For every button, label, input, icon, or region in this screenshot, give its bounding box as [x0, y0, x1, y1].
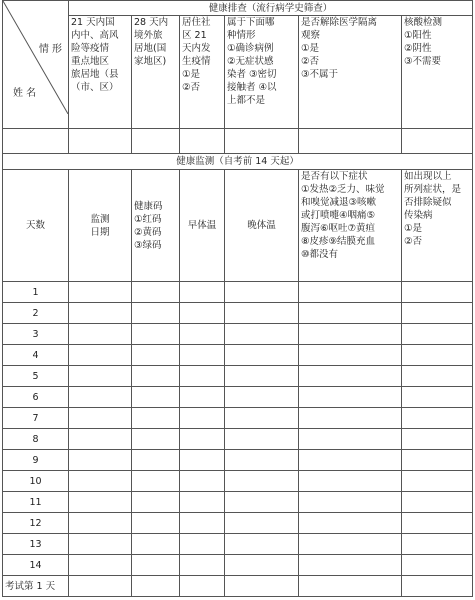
exam-day-label: 考试第 1 天 [3, 576, 69, 597]
col-exclude-infection: 如出现以上 所列症状，是 否排除疑似 传染病 ①是 ②否 [402, 170, 473, 282]
cell-health-code[interactable] [132, 408, 180, 429]
cell-evening-temp[interactable] [225, 471, 299, 492]
cell-health-code[interactable] [132, 324, 180, 345]
table-row [3, 471, 473, 492]
cell-symptoms[interactable] [299, 303, 402, 324]
entry-community-outbreak[interactable] [180, 129, 225, 154]
name-situation-header [3, 1, 69, 129]
entry-overseas-travel[interactable] [132, 129, 180, 154]
cell-health-code[interactable] [132, 555, 180, 576]
cell-health-code[interactable] [132, 534, 180, 555]
table-row [3, 450, 473, 471]
cell-exclude[interactable] [402, 387, 473, 408]
col-day: 天数 [3, 170, 69, 282]
cell-evening-temp[interactable] [225, 366, 299, 387]
cell-health-code[interactable] [132, 282, 180, 303]
cell-evening-temp[interactable] [225, 492, 299, 513]
col-overseas-travel: 28 天内 境外旅 居地(国 家地区) [132, 16, 180, 129]
cell-symptoms[interactable] [299, 408, 402, 429]
cell-evening-temp[interactable] [225, 450, 299, 471]
cell-symptoms[interactable] [299, 387, 402, 408]
table-row [3, 324, 473, 345]
cell-health-code[interactable] [132, 387, 180, 408]
table-row [3, 282, 473, 303]
entry-domestic-risk-area[interactable] [69, 129, 132, 154]
cell-morning-temp[interactable] [180, 534, 225, 555]
col-nucleic-test: 核酸检测 ①阳性 ②阴性 ③不需要 [402, 16, 473, 129]
cell-symptoms[interactable] [299, 345, 402, 366]
table-row-exam-day [3, 576, 473, 597]
cell-exclude[interactable] [402, 450, 473, 471]
day-number: 2 [3, 303, 69, 324]
cell-exclude[interactable] [402, 345, 473, 366]
diagonal-line [3, 1, 68, 128]
cell-morning-temp[interactable] [180, 429, 225, 450]
cell-date[interactable] [69, 429, 132, 450]
cell-morning-temp[interactable] [180, 450, 225, 471]
entry-case-category[interactable] [225, 129, 299, 154]
day-number: 12 [3, 513, 69, 534]
cell-symptoms[interactable] [299, 492, 402, 513]
col-evening-temp: 晚体温 [225, 170, 299, 282]
col-morning-temp: 早体温 [180, 170, 225, 282]
day-number: 13 [3, 534, 69, 555]
cell-date[interactable] [69, 576, 132, 597]
cell-health-code[interactable] [132, 576, 180, 597]
entry-isolation-release[interactable] [299, 129, 402, 154]
cell-evening-temp[interactable] [225, 303, 299, 324]
table-row [3, 408, 473, 429]
col-monitor-date: 监测 日期 [69, 170, 132, 282]
cell-health-code[interactable] [132, 513, 180, 534]
cell-morning-temp[interactable] [180, 513, 225, 534]
cell-date[interactable] [69, 534, 132, 555]
cell-exclude[interactable] [402, 492, 473, 513]
cell-evening-temp[interactable] [225, 387, 299, 408]
cell-symptoms[interactable] [299, 282, 402, 303]
cell-evening-temp[interactable] [225, 282, 299, 303]
day-number: 14 [3, 555, 69, 576]
cell-exclude[interactable] [402, 513, 473, 534]
cell-date[interactable] [69, 513, 132, 534]
cell-date[interactable] [69, 387, 132, 408]
cell-evening-temp[interactable] [225, 408, 299, 429]
cell-date[interactable] [69, 450, 132, 471]
cell-exclude[interactable] [402, 555, 473, 576]
cell-health-code[interactable] [132, 492, 180, 513]
health-form-table [2, 0, 473, 597]
cell-health-code[interactable] [132, 450, 180, 471]
day-number: 10 [3, 471, 69, 492]
cell-symptoms[interactable] [299, 555, 402, 576]
table-row [3, 345, 473, 366]
cell-date[interactable] [69, 492, 132, 513]
cell-evening-temp[interactable] [225, 429, 299, 450]
col-health-code: 健康码 ①红码 ②黄码 ③绿码 [132, 170, 180, 282]
cell-date[interactable] [69, 408, 132, 429]
cell-health-code[interactable] [132, 429, 180, 450]
section2-title: 健康监测（自考前 14 天起） [3, 154, 473, 170]
entry-name[interactable] [3, 129, 69, 154]
table-row [3, 387, 473, 408]
col-symptoms: 是否有以下症状 ①发热②乏力、味觉 和嗅觉减退③咳嗽 或打喷嚏④咽痛⑤ 腹泻⑥呕吐⑦黄疸 ⑧皮疹⑨结膜充血 ⑩都没有 [299, 170, 402, 282]
cell-morning-temp[interactable] [180, 282, 225, 303]
cell-symptoms[interactable] [299, 429, 402, 450]
col-isolation-release: 是否解除医学隔离 观察 ①是 ②否 ③不属于 [299, 16, 402, 129]
table-row [3, 492, 473, 513]
cell-date[interactable] [69, 282, 132, 303]
cell-symptoms[interactable] [299, 324, 402, 345]
table-row [3, 366, 473, 387]
cell-morning-temp[interactable] [180, 303, 225, 324]
cell-exclude[interactable] [402, 408, 473, 429]
cell-exclude[interactable] [402, 534, 473, 555]
cell-evening-temp[interactable] [225, 324, 299, 345]
cell-morning-temp[interactable] [180, 324, 225, 345]
cell-symptoms[interactable] [299, 471, 402, 492]
cell-date[interactable] [69, 366, 132, 387]
cell-symptoms[interactable] [299, 534, 402, 555]
table-row [3, 555, 473, 576]
cell-health-code[interactable] [132, 471, 180, 492]
cell-morning-temp[interactable] [180, 576, 225, 597]
cell-morning-temp[interactable] [180, 345, 225, 366]
cell-exclude[interactable] [402, 303, 473, 324]
cell-health-code[interactable] [132, 345, 180, 366]
col-community-outbreak: 居住社 区 21 天内发 生疫情 ①是 ②否 [180, 16, 225, 129]
cell-symptoms[interactable] [299, 450, 402, 471]
situation-label: 情 形 [38, 44, 62, 55]
cell-date[interactable] [69, 345, 132, 366]
cell-exclude[interactable] [402, 324, 473, 345]
cell-date[interactable] [69, 303, 132, 324]
cell-morning-temp[interactable] [180, 492, 225, 513]
col-domestic-risk-area: 21 天内国 内中、高风 险等疫情 重点地区 旅居地（县 （市、区） [69, 16, 132, 129]
cell-symptoms[interactable] [299, 513, 402, 534]
day-number: 8 [3, 429, 69, 450]
cell-exclude[interactable] [402, 282, 473, 303]
cell-morning-temp[interactable] [180, 408, 225, 429]
day-number: 1 [3, 282, 69, 303]
cell-morning-temp[interactable] [180, 366, 225, 387]
cell-evening-temp[interactable] [225, 345, 299, 366]
section1-title: 健康排查（流行病学史筛查） [69, 1, 473, 16]
table-row [3, 513, 473, 534]
cell-evening-temp[interactable] [225, 576, 299, 597]
cell-symptoms[interactable] [299, 366, 402, 387]
day-number: 3 [3, 324, 69, 345]
cell-evening-temp[interactable] [225, 513, 299, 534]
cell-health-code[interactable] [132, 303, 180, 324]
day-number: 7 [3, 408, 69, 429]
entry-nucleic-test[interactable] [402, 129, 473, 154]
cell-date[interactable] [69, 324, 132, 345]
cell-date[interactable] [69, 555, 132, 576]
cell-morning-temp[interactable] [180, 555, 225, 576]
cell-symptoms[interactable] [299, 576, 402, 597]
cell-health-code[interactable] [132, 366, 180, 387]
cell-exclude[interactable] [402, 429, 473, 450]
table-row [3, 303, 473, 324]
table-row [3, 534, 473, 555]
cell-morning-temp[interactable] [180, 387, 225, 408]
day-number: 6 [3, 387, 69, 408]
day-number: 5 [3, 366, 69, 387]
cell-exclude[interactable] [402, 471, 473, 492]
day-number: 11 [3, 492, 69, 513]
table-row [3, 429, 473, 450]
cell-evening-temp[interactable] [225, 534, 299, 555]
col-case-category: 属于下面哪 种情形 ①确诊病例 ②无症状感 染者 ③密切 接触者 ④以 上都不是 [225, 16, 299, 129]
cell-exclude[interactable] [402, 576, 473, 597]
day-number: 4 [3, 345, 69, 366]
cell-evening-temp[interactable] [225, 555, 299, 576]
name-label: 姓 名 [13, 88, 37, 99]
cell-exclude[interactable] [402, 366, 473, 387]
day-number: 9 [3, 450, 69, 471]
cell-date[interactable] [69, 471, 132, 492]
cell-morning-temp[interactable] [180, 471, 225, 492]
